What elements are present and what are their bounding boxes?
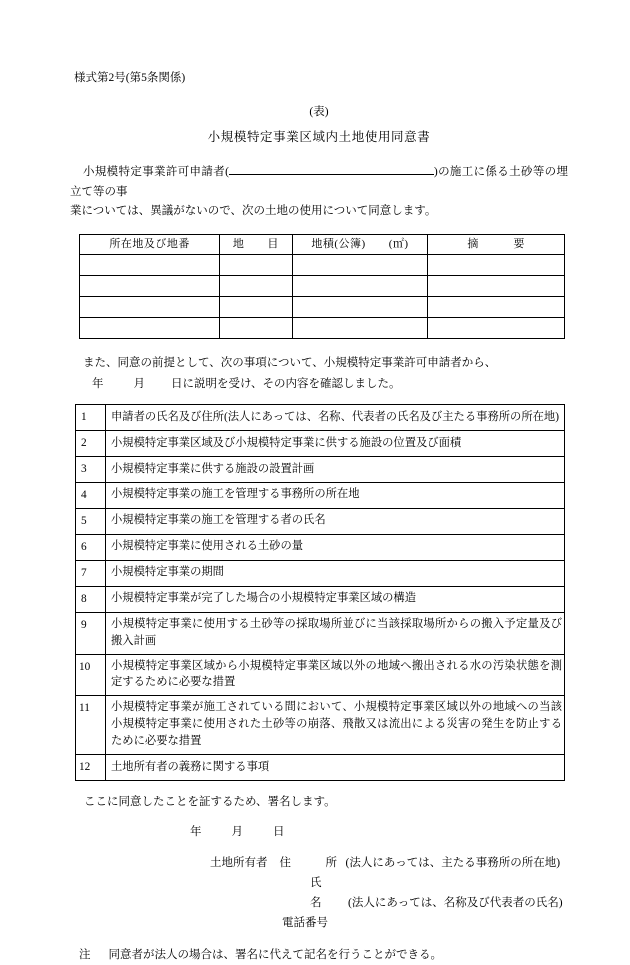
cell-location[interactable] [80, 296, 220, 317]
intro-paragraph [70, 161, 568, 222]
item-text: 小規模特定事業に使用する土砂等の採取場所並びに当該採取場所からの搬入予定量及び搬入計画 [106, 612, 565, 654]
confirmation-paragraph [70, 353, 568, 396]
item-number: 3 [76, 457, 106, 483]
land-table [79, 234, 565, 339]
cell-remarks[interactable] [428, 296, 565, 317]
list-item [76, 431, 565, 457]
item-text: 小規模特定事業に使用される土砂の量 [106, 534, 565, 560]
owner-phone-label: 電話番号 [282, 917, 328, 930]
item-number: 8 [76, 586, 106, 612]
list-item [76, 586, 565, 612]
month-label: 月 [133, 377, 145, 390]
item-number: 5 [76, 508, 106, 534]
list-item [76, 696, 565, 755]
item-text: 小規模特定事業が完了した場合の小規模特定事業区域の構造 [106, 586, 565, 612]
item-number: 2 [76, 431, 106, 457]
cell-category[interactable] [220, 275, 292, 296]
land-header-location: 所在地及び地番 [80, 234, 220, 254]
list-item [76, 482, 565, 508]
footer-note [79, 947, 568, 965]
cell-category[interactable] [220, 296, 292, 317]
signature-date-line [70, 824, 568, 842]
land-header-category: 地 目 [220, 234, 292, 254]
day-explanation-text: 日に説明を受け、その内容を確認しました。 [171, 377, 401, 390]
list-item [76, 405, 565, 431]
land-header-remarks: 摘 要 [428, 234, 565, 254]
document-title: 小規模特定事業区域内土地使用同意書 [207, 129, 431, 144]
cell-remarks[interactable] [428, 254, 565, 275]
cell-area[interactable] [292, 317, 428, 338]
land-table-header-row [80, 234, 565, 254]
item-number: 6 [76, 534, 106, 560]
footer-note-text: 同意者が法人の場合は、署名に代えて記名を行うことができる。 [108, 949, 442, 962]
owner-title: 土地所有者 [210, 856, 268, 869]
footer-note-label: 注 [79, 949, 91, 962]
list-item [76, 755, 565, 781]
cell-category[interactable] [220, 317, 292, 338]
applicant-name-blank[interactable] [229, 161, 434, 175]
cell-area[interactable] [292, 296, 428, 317]
consent-statement: ここに同意したことを証するため、署名します。 [84, 796, 336, 809]
table-marker: (表) [309, 105, 329, 118]
signature-day-label[interactable]: 日 [273, 825, 285, 838]
cell-location[interactable] [80, 275, 220, 296]
cell-area[interactable] [292, 254, 428, 275]
cell-remarks[interactable] [428, 317, 565, 338]
explained-items-table [75, 404, 565, 781]
item-number: 4 [76, 482, 106, 508]
table-row [80, 317, 565, 338]
table-row [80, 275, 565, 296]
list-item [76, 560, 565, 586]
owner-address-row [210, 853, 568, 873]
cell-remarks[interactable] [428, 275, 565, 296]
owner-address-label: 住 所 [279, 856, 337, 869]
list-item [76, 508, 565, 534]
land-owner-block [70, 853, 568, 934]
item-number: 9 [76, 612, 106, 654]
confirmation-line2 [70, 374, 568, 395]
form-number: 様式第2号(第5条関係) [74, 72, 186, 84]
signature-month-label[interactable]: 月 [231, 825, 243, 838]
cell-category[interactable] [220, 254, 292, 275]
item-text: 小規模特定事業の期間 [106, 560, 565, 586]
item-number: 1 [76, 405, 106, 431]
item-text: 土地所有者の義務に関する事項 [106, 755, 565, 781]
item-number: 11 [76, 696, 106, 755]
cell-location[interactable] [80, 317, 220, 338]
item-text: 小規模特定事業に供する施設の設置計画 [106, 457, 565, 483]
item-text: 小規模特定事業区域及び小規模特定事業に供する施設の位置及び面積 [106, 431, 565, 457]
owner-address-note: (法人にあっては、主たる事務所の所在地) [345, 856, 561, 869]
owner-name-label: 氏 名 [310, 876, 356, 910]
owner-phone-row [210, 913, 568, 933]
list-item [76, 612, 565, 654]
item-text: 小規模特定事業の施工を管理する事務所の所在地 [106, 482, 565, 508]
table-row [80, 254, 565, 275]
intro-text-part2: )の施工に係る土砂等の埋立て等の事 [70, 166, 568, 198]
item-text: 申請者の氏名及び住所(法人にあっては、名称、代表者の氏名及び主たる事務所の所在地) [106, 405, 565, 431]
confirmation-line1: また、同意の前提として、次の事項について、小規模特定事業許可申請者から、 [83, 356, 497, 369]
list-item [76, 457, 565, 483]
cell-location[interactable] [80, 254, 220, 275]
cell-area[interactable] [292, 275, 428, 296]
item-text: 小規模特定事業が施工されている間において、小規模特定事業区域以外の地域への当該小規模特定事業に使用された土砂等の崩落、飛散又は流出による災害の発生を防止するために必要な措置 [106, 696, 565, 755]
item-text: 小規模特定事業区域から小規模特定事業区域以外の地域へ搬出される水の汚染状態を測定するために必要な措置 [106, 654, 565, 696]
table-row [80, 296, 565, 317]
list-item [76, 534, 565, 560]
signature-year-label[interactable]: 年 [190, 825, 202, 838]
intro-text-part1: 小規模特定事業許可申請者( [83, 166, 229, 178]
year-label: 年 [92, 377, 104, 390]
item-text: 小規模特定事業の施工を管理する者の氏名 [106, 508, 565, 534]
owner-name-note: (法人にあっては、名称及び代表者の氏名) [348, 897, 563, 910]
list-item [76, 654, 565, 696]
item-number: 12 [76, 755, 106, 781]
land-header-area: 地積(公簿) (㎡) [292, 234, 428, 254]
intro-text-part3: 業については、異議がないので、次の土地の使用について同意します。 [70, 205, 437, 218]
item-number: 7 [76, 560, 106, 586]
owner-name-row [210, 873, 568, 913]
item-number: 10 [76, 654, 106, 696]
